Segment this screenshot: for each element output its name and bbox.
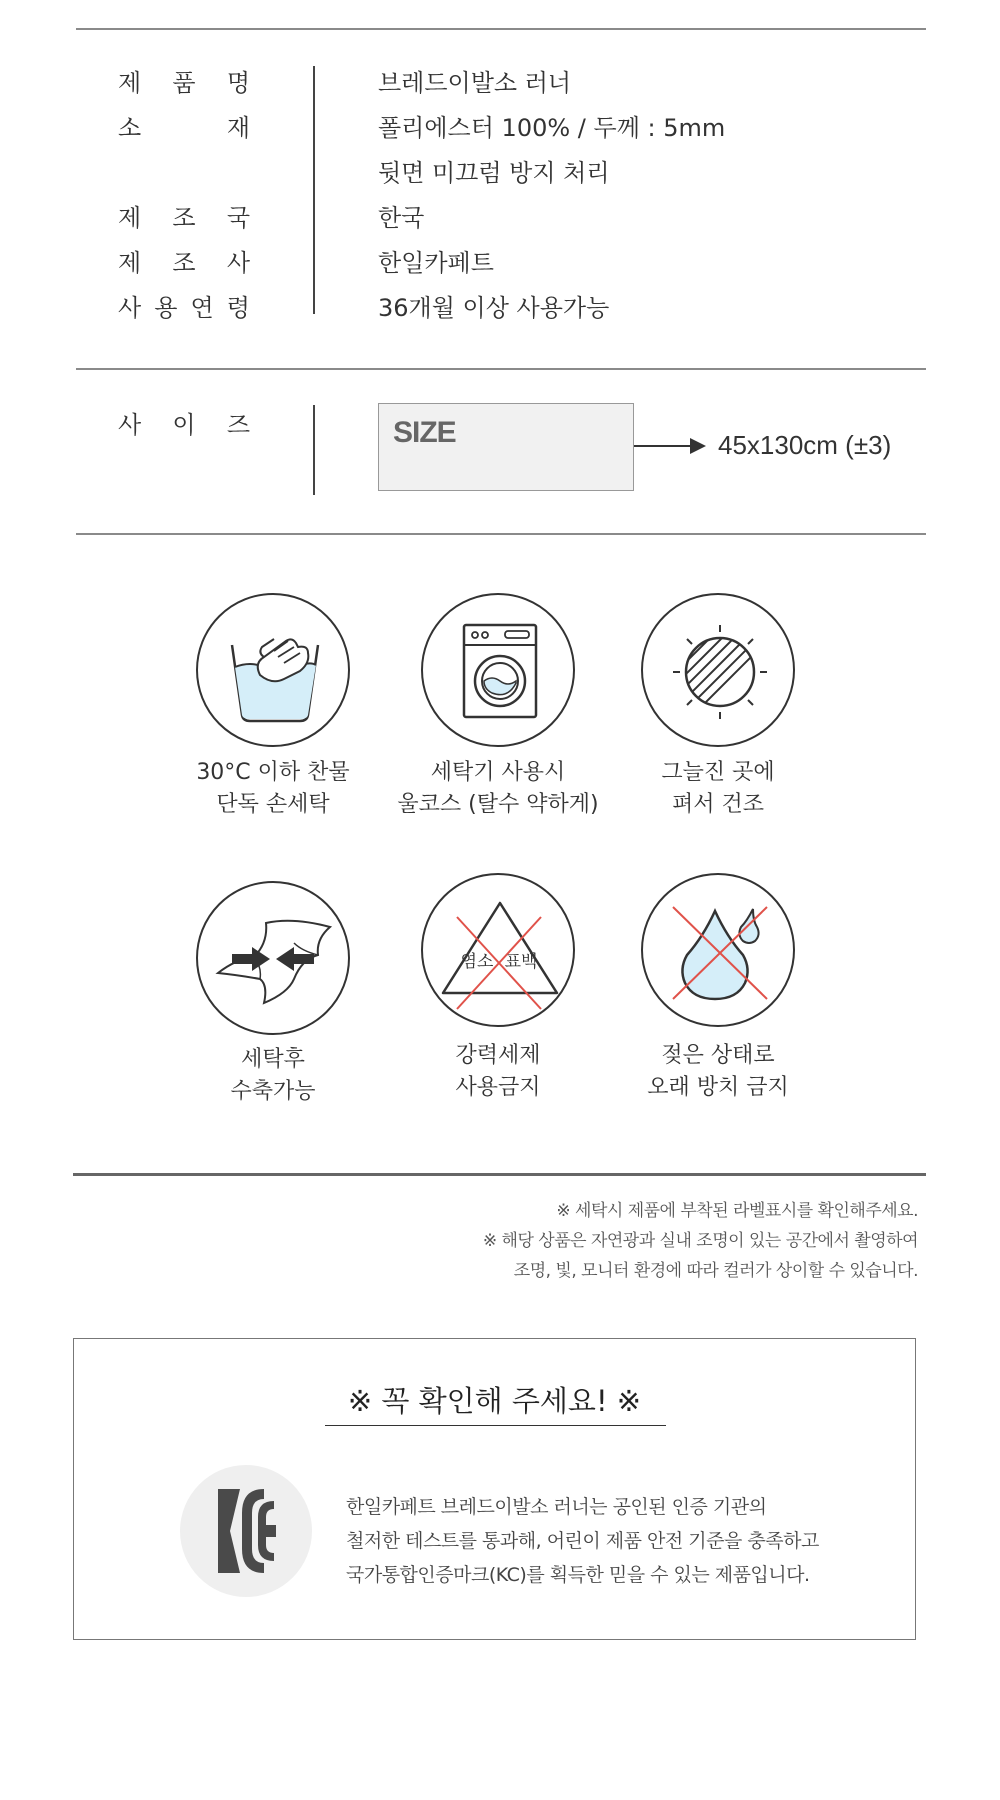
spec-divider bbox=[313, 66, 315, 314]
arrow-right-icon bbox=[634, 436, 706, 456]
spec-value-backing: 뒷면 미끄럼 방지 처리 bbox=[378, 159, 610, 187]
kc-mark-icon bbox=[180, 1465, 312, 1597]
care-bottom-divider bbox=[73, 1173, 926, 1176]
note-line-3: 조명, 빛, 모니터 환경에 따라 컬러가 상이할 수 있습니다. bbox=[513, 1261, 918, 1281]
kc-title-underline bbox=[325, 1425, 666, 1426]
note-line-1: ※ 세탁시 제품에 부착된 라벨표시를 확인해주세요. bbox=[556, 1201, 918, 1221]
no-bleach-icon-text-2: 표백 bbox=[504, 952, 538, 972]
spec-value-product-name: 브레드이발소 러너 bbox=[378, 69, 572, 97]
spec-value-country: 한국 bbox=[378, 204, 425, 232]
kc-title: ※ 꼭 확인해 주세요! ※ bbox=[347, 1384, 642, 1418]
spec-value-material: 폴리에스터 100% / 두께 : 5mm bbox=[378, 114, 726, 142]
spec-bottom-divider bbox=[76, 368, 926, 370]
spec-value-manufacturer: 한일카페트 bbox=[378, 249, 494, 277]
kc-certification-box bbox=[73, 1338, 916, 1640]
kc-text-line-1: 한일카페트 브레드이발소 러너는 공인된 인증 기관의 bbox=[346, 1496, 767, 1518]
shade-dry-icon bbox=[641, 593, 795, 747]
spec-label-product-name: 제 품 명 bbox=[118, 69, 250, 97]
shade-dry-caption: 그늘진 곳에 펴서 건조 bbox=[661, 760, 775, 817]
no-bleach-icon bbox=[421, 873, 575, 1027]
kc-text-line-3: 국가통합인증마크(KC)를 획득한 믿을 수 있는 제품입니다. bbox=[346, 1564, 810, 1586]
size-label: 사 이 즈 bbox=[118, 411, 250, 439]
note-line-2: ※ 해당 상품은 자연광과 실내 조명이 있는 공간에서 촬영하여 bbox=[482, 1231, 918, 1251]
size-value: 45x130cm (±3) bbox=[718, 430, 892, 460]
size-divider bbox=[313, 405, 315, 495]
hand-wash-icon bbox=[196, 593, 350, 747]
size-box-label: SIZE bbox=[393, 416, 456, 449]
top-divider bbox=[76, 28, 926, 30]
spec-value-age: 36개월 이상 사용가능 bbox=[378, 294, 610, 322]
spec-label-manufacturer: 제 조 사 bbox=[118, 249, 250, 277]
kc-text-line-2: 철저한 테스트를 통과해, 어린이 제품 안전 기준을 충족하고 bbox=[346, 1530, 819, 1552]
no-bleach-icon-text-1: 염소 bbox=[460, 952, 494, 972]
spec-label-age: 사 용 연 령 bbox=[118, 294, 250, 322]
washing-machine-icon bbox=[421, 593, 575, 747]
no-bleach-caption: 강력세제 사용금지 bbox=[455, 1043, 541, 1100]
size-bottom-divider bbox=[76, 533, 926, 535]
hand-wash-caption: 30°C 이하 찬물 단독 손세탁 bbox=[196, 760, 350, 817]
shrink-caption: 세탁후 수축가능 bbox=[230, 1047, 316, 1104]
size-diagram bbox=[378, 403, 634, 491]
spec-label-country: 제 조 국 bbox=[118, 204, 250, 232]
spec-label-material: 소 재 bbox=[118, 114, 250, 142]
no-wet-icon bbox=[641, 873, 795, 1027]
no-wet-caption: 젖은 상태로 오래 방치 금지 bbox=[647, 1043, 789, 1100]
washing-machine-caption: 세탁기 사용시 울코스 (탈수 약하게) bbox=[397, 760, 599, 817]
shrink-icon bbox=[196, 881, 350, 1035]
